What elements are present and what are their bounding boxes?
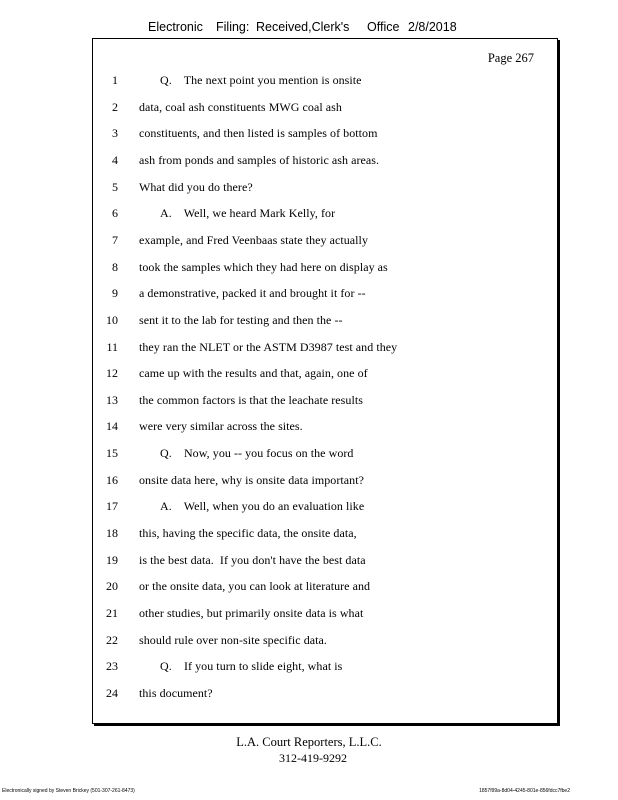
court-reporter-phone: 312-419-9292 — [279, 751, 347, 765]
line-number: 7 — [112, 232, 118, 247]
header-date: 2/8/2018 — [408, 20, 457, 34]
transcript-line — [0, 180, 618, 196]
line-number: 12 — [106, 366, 118, 381]
line-number: 21 — [106, 606, 118, 620]
transcript-line — [0, 499, 618, 515]
line-text: or the onsite data, you can look at literature and — [139, 579, 371, 594]
line-number: 14 — [106, 419, 118, 434]
header-filing: Filing: — [216, 20, 250, 34]
transcript-line — [0, 633, 618, 649]
court-reporter-name: L.A. Court Reporters, L.L.C. — [236, 735, 382, 749]
transcript-line — [0, 473, 618, 489]
transcript-line — [0, 126, 618, 142]
line-text: Q. The next point you mention is onsite — [160, 73, 362, 87]
line-number: 13 — [106, 392, 118, 407]
transcript-line — [0, 606, 618, 622]
line-text: A. Well, when you do an evaluation like — [160, 499, 365, 514]
transcript-line — [0, 393, 618, 409]
line-text: the common factors is that the leachate results — [139, 392, 363, 407]
line-text: Q. If you turn to slide eight, what is — [160, 659, 343, 674]
transcript-line — [0, 419, 618, 435]
transcript-line — [0, 553, 618, 569]
transcript-line — [0, 206, 618, 222]
line-number: 5 — [112, 179, 118, 194]
line-number: 19 — [106, 552, 118, 567]
line-number: 18 — [106, 526, 118, 541]
electronic-signature: Electronically signed by Steven Brickey (501-307-261-8473) — [2, 788, 135, 794]
transcript-line — [0, 579, 618, 595]
header-office: Office — [367, 20, 400, 34]
transcript-line — [0, 73, 618, 89]
line-number: 2 — [112, 99, 118, 114]
line-text: they ran the NLET or the ASTM D3987 test and they — [139, 339, 398, 354]
header-electronic: Electronic — [148, 20, 203, 34]
line-text: constituents, and then listed is samples of bottom — [139, 126, 378, 141]
line-text: example, and Fred Veenbaas state they actually — [139, 232, 368, 247]
line-number: 3 — [112, 126, 118, 141]
transcript-line — [0, 446, 618, 462]
line-text: ash from ponds and samples of historic ash areas. — [139, 152, 380, 167]
transcript-line — [0, 366, 618, 382]
line-text: this document? — [139, 685, 213, 700]
transcript-line — [0, 260, 618, 276]
line-text: were very similar across the sites. — [139, 419, 303, 434]
line-number: 15 — [106, 446, 118, 461]
line-number: 8 — [112, 259, 118, 274]
transcript-line — [0, 659, 618, 675]
line-text: this, having the specific data, the onsite data, — [139, 526, 357, 541]
line-number: 17 — [106, 499, 118, 514]
line-text: is the best data. If you don't have the best data — [139, 552, 366, 567]
line-number: 9 — [112, 286, 118, 301]
line-text: came up with the results and that, again, one of — [139, 366, 368, 381]
line-number: 20 — [106, 579, 118, 594]
transcript-line — [0, 686, 618, 702]
line-number: 10 — [106, 312, 118, 327]
line-text: a demonstrative, packed it and brought it for -- — [139, 286, 366, 301]
line-number: 24 — [106, 685, 118, 700]
page-number: Page 267 — [487, 51, 534, 65]
line-text: Q. Now, you -- you focus on the word — [160, 446, 354, 461]
line-text: What did you do there? — [139, 179, 253, 194]
line-text: A. Well, we heard Mark Kelly, for — [160, 206, 336, 221]
transcript-line — [0, 153, 618, 169]
line-text: sent it to the lab for testing and then the -- — [139, 312, 343, 327]
line-number: 11 — [106, 339, 118, 354]
document-hash: 1857f99a-8d04-4245-801e-856fdcc7fbe2 — [479, 788, 570, 794]
line-text: onsite data here, why is onsite data important? — [139, 472, 364, 487]
transcript-line — [0, 100, 618, 116]
line-number: 4 — [112, 152, 118, 167]
line-number: 22 — [106, 632, 118, 647]
line-text: other studies, but primarily onsite data is what — [139, 606, 364, 620]
line-text: took the samples which they had here on display as — [139, 259, 388, 274]
transcript-line — [0, 526, 618, 542]
line-number: 23 — [106, 659, 118, 674]
transcript-line — [0, 313, 618, 329]
transcript-line — [0, 340, 618, 356]
line-text: should rule over non-site specific data. — [139, 632, 327, 647]
line-number: 1 — [112, 73, 118, 87]
transcript-line — [0, 233, 618, 249]
line-text: data, coal ash constituents MWG coal ash — [139, 99, 342, 114]
line-number: 6 — [112, 206, 118, 221]
transcript-line — [0, 286, 618, 302]
line-number: 16 — [106, 472, 118, 487]
header-received: Received,Clerk's — [256, 20, 350, 34]
